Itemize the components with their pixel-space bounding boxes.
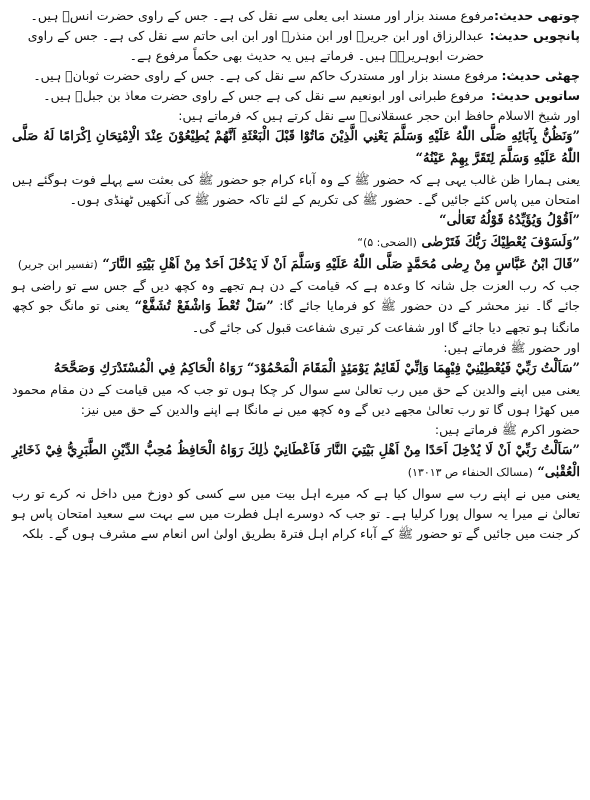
arabic-ayah — [12, 232, 580, 254]
section-text: مرفوع طبرانی اور ابونعیم سے نقل کی ہے جس کے راوی حضرت معاذ بن جبلؓ ہیں۔ — [43, 88, 484, 103]
ayah-reference: (الضحی: ۵)“ — [357, 236, 417, 249]
section-sixth-hadith — [12, 66, 580, 86]
saaltu-reference: رَوَاهُ الْحَاكِمُ فِي الْمُسْتَدْرَكِ وَصَحَّحَهُ — [53, 361, 243, 376]
section-text: مرفوع مسند بزار اور مسند ابی یعلی سے نقل کی ہے۔ جس کے راوی حضرت انسؓ ہیں۔ — [30, 8, 495, 23]
saaltu-2-reference: (مسالک الحنفاء ص ۱۳٠۱۳) — [407, 466, 533, 479]
paragraph-translation-1: یعنی ہمارا ظن غالب یہی ہے کہ حضور ﷺ کے وہ آباء کرام جو حضور ﷺ کی بعثت سے پہلے فوت ہوگئے ہیں امتحان میں پاس کئے جائیں گے۔ حضور ﷺ کی تکریم کے لئے تاکہ حضور ﷺ کی آنکھیں ٹھنڈی ہوں۔ — [12, 172, 580, 207]
arabic-saaltu-rabbi-1 — [12, 358, 580, 380]
saaltu-text: ”سَاَلْتُ رَبِّيْ فَيُعْطِيْنِيْ فِيْهِمَا وَاِنِّيْ لَقَائِمٌ يَوْمَئِذٍ الْمَقَامَ الْمَحْمُوْدَ“ — [246, 361, 580, 376]
arabic-saaltu-rabbi-2 — [12, 440, 580, 484]
section-fourth-hadith — [12, 6, 580, 26]
promise-arabic: ”سَلْ تُعْطَ وَاشْفَعْ تُشَفَّعْ“ — [134, 299, 274, 314]
section-label: ساتویں حدیث: — [491, 88, 580, 103]
ayah-text: ”وَلَسَوْفَ يُعْطِيْكَ رَبُّكَ فَتَرْضٰى — [421, 235, 580, 250]
section-label: چوتھی حدیث: — [494, 8, 580, 23]
section-label: چھٹی حدیث: — [501, 68, 580, 83]
paragraph-ibn-hajar-intro: اور شیخ الاسلام حافظ ابن حجر عسقلانیؒ سے نقل کرتے ہیں کہ فرماتے ہیں: — [178, 108, 580, 123]
ibn-abbas-text: ”قَالَ ابْنُ عَبَّاسٍ مِنْ رِضٰى مُحَمَّدٍ صَلَّى اللّٰهُ عَلَيْهِ وَسَلَّمَ اَنْ لَا يَدْخُلَ اَحَدٌ مِنْ اَهْلِ بَيْتِهِ النَّارَ“ — [102, 257, 580, 272]
section-text: مرفوع مسند بزار اور مستدرک حاکم سے نقل کی ہے۔ جس کے راوی حضرت ثوبانؓ ہیں۔ — [33, 68, 498, 83]
paragraph-prophet-says: اور حضور ﷺ فرماتے ہیں: — [443, 340, 580, 355]
section-text: عبدالرزاق اور ابن جریرؒ اور ابن منذرؒ اور ابن ابی حاتم سے نقل کی ہے۔ جس کے راوی حضرت ابوہریرہؓ ہیں۔ فرماتے ہیں یہ حدیث بھی حکماً مرفوع ہے۔ — [27, 28, 484, 63]
promise-text-1: جب کہ رب العزت جل شانہ کا وعدہ ہے کہ قیامت کے دن ہم تجھے وہ کچھ دیں گے جس سے تو راضی ہو جائے گا۔ نیز محشر کے دن حضور ﷺ کو فرمایا جائے گا: — [12, 278, 580, 313]
section-label: پانچویں حدیث: — [489, 28, 580, 43]
arabic-quote-ibn-hajar: ”وَنَظُنُّ بِآبَائِهِ صَلَّى اللّٰهُ عَلَيْهِ وَسَلَّمَ يَعْنِي الَّذِيْنَ مَاتُوْا قَبْلَ الْبَعْثَةِ اَنَّهُمْ يُطِيْعُوْنَ عِنْدَ الْاِمْتِحَانِ اِكْرَامًا لَهُ صَلَّى اللّٰهُ عَلَيْهِ وَسَلَّمَ لِتَقَرَّ بِهِمْ عَيْنُهُ“ — [12, 129, 580, 166]
paragraph-prophet-says-2: حضور اکرم ﷺ فرماتے ہیں: — [434, 422, 580, 437]
ibn-abbas-reference: (تفسیر ابن جریر) — [17, 258, 98, 271]
paragraph-conclusion: یعنی میں نے اپنے رب سے سوال کیا ہے کہ میرے اہل بیت میں سے کسی کو دوزخ میں داخل نہ کرے تو رب تعالیٰ نے میرا یہ سوال پورا کرلیا ہے۔ تو جب کہ دوسرے اہل فطرت میں سے بہت سے سعید امتحان پاس ہو کر جنت میں جائیں گے تو حضور ﷺ کے آباء کرام اہل فترۃ بطریق اولیٰ اس انعام سے مشرف ہوں گے۔ بلکہ — [12, 486, 580, 541]
paragraph-translation-2: یعنی میں اپنے والدین کے حق میں رب تعالیٰ سے سوال کر چکا ہوں تو جب کہ میں قیامت کے دن مقام محمود میں کھڑا ہوں گا تو رب تعالیٰ مجھے دیں گے وہ کچھ میں نے مانگا ہے اپنے والدین کے حق میں نیز: — [12, 382, 580, 417]
promise-text-2: یعنی تو مانگ جو کچھ مانگنا ہو تجھے دیا جائے گا اور شفاعت کر تیری شفاعت قبول کی جائے گی۔ — [12, 298, 580, 335]
arabic-ibn-abbas — [12, 254, 580, 276]
arabic-qawl: ”اَقُوْلُ وَيُؤَيِّدُهُ قَوْلُهُ تَعَالٰى“ — [439, 213, 580, 228]
section-fifth-hadith — [12, 26, 580, 66]
paragraph-promise — [12, 276, 580, 338]
section-seventh-hadith — [12, 86, 580, 106]
saaltu-2-text: ”سَاَلْتُ رَبِّيْ اَنْ لَا يُدْخِلَ اَحَدًا مِنْ اَهْلِ بَيْتِيَ النَّارَ فَاَعْطَانِيْ ذٰلِكَ رَوَاهُ الْحَافِظُ مُحِبُّ الدِّيْنِ الطَّبَرِيُّ فِيْ ذَخَائِرِ الْعُقْبٰى“ — [12, 443, 580, 480]
